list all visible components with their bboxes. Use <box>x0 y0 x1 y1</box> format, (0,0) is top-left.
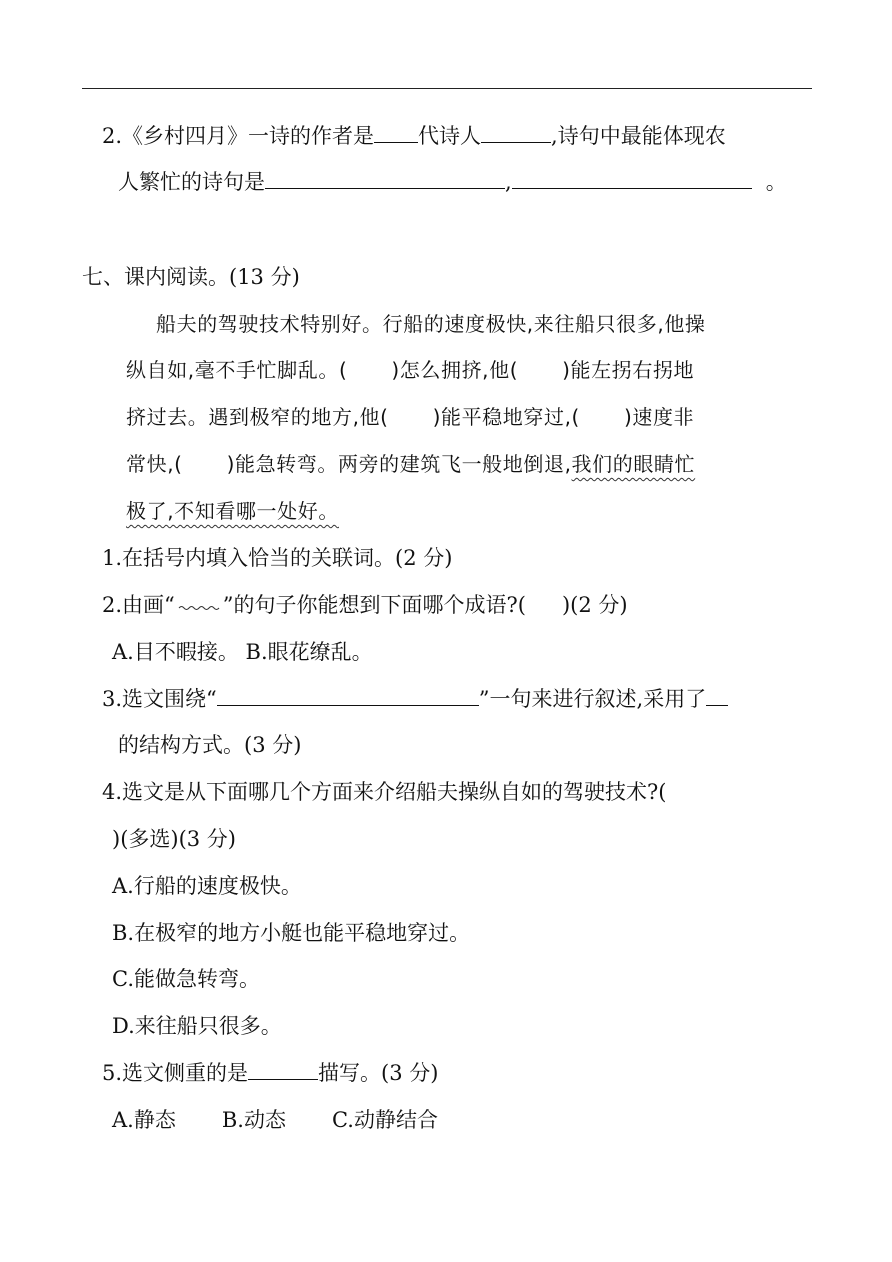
q7-3-text: 3.选文围绕“ <box>102 687 217 711</box>
wavy-line-sample-icon <box>175 600 223 612</box>
q7-4: 4.选文是从下面哪几个方面来介绍船夫操纵自如的驾驶技术?( <box>102 780 667 804</box>
passage-text: )怎么拥挤,他( <box>391 358 519 382</box>
comma: , <box>505 170 512 194</box>
q7-2-text: 2.由画“ <box>102 593 175 617</box>
passage-line-3 <box>126 402 694 432</box>
verse-blank-2[interactable] <box>512 187 752 189</box>
q7-5-options <box>112 1105 438 1135</box>
q7-3 <box>102 684 728 714</box>
q7-5-option-a: A.静态 <box>112 1108 176 1132</box>
section-heading: 七、课内阅读。(13 分) <box>82 265 300 289</box>
verse-blank-1[interactable] <box>265 187 505 189</box>
passage-line-1: 船夫的驾驶技术特别好。行船的速度极快,来往船只很多,他操 <box>156 312 706 336</box>
q2-poem-line1 <box>102 121 726 151</box>
wavy-underlined-sentence: 我们的眼睛忙 <box>571 452 696 476</box>
q2-poem-text2: 代诗人 <box>418 124 482 148</box>
passage-line-5 <box>126 496 339 526</box>
q7-5-option-b: B.动态 <box>221 1108 286 1132</box>
passage-text: )能左拐右拐地 <box>562 358 695 382</box>
q2-poem-line2-text: 人繁忙的诗句是 <box>118 170 265 194</box>
passage-text: )能平稳地穿过,( <box>432 405 580 429</box>
q7-1: 1.在括号内填入恰当的关联词。(2 分) <box>102 546 453 570</box>
top-rule <box>82 88 812 89</box>
q7-4-option-b: B.在极窄的地方小艇也能平稳地穿过。 <box>112 921 471 945</box>
passage-line-4 <box>126 449 695 479</box>
q7-2-options: A.目不暇接。 B.眼花缭乱。 <box>112 640 373 664</box>
q7-5 <box>102 1058 438 1088</box>
q7-3-structure-blank[interactable] <box>706 704 728 706</box>
q7-4-option-c: C.能做急转弯。 <box>112 967 260 991</box>
poet-blank[interactable] <box>481 141 551 143</box>
q7-3-sentence-blank[interactable] <box>217 704 479 706</box>
q7-4-option-d: D.来往船只很多。 <box>112 1014 282 1038</box>
passage-line-2 <box>126 355 694 385</box>
q7-4-option-a: A.行船的速度极快。 <box>112 874 302 898</box>
q7-5-text: 5.选文侧重的是 <box>102 1061 249 1085</box>
q2-poem-text3: ,诗句中最能体现农 <box>551 124 726 148</box>
q7-3-text2: ”一句来进行叙述,采用了 <box>478 687 707 711</box>
period: 。 <box>765 170 787 194</box>
q7-2-text2: ”的句子你能想到下面哪个成语?( <box>222 593 526 617</box>
q7-5-option-c: C.动静结合 <box>331 1108 438 1132</box>
q7-2 <box>102 590 628 620</box>
q2-poem-line2 <box>118 167 787 197</box>
passage-text: 挤过去。遇到极窄的地方,他( <box>126 405 389 429</box>
q2-poem-text: 2.《乡村四月》一诗的作者是 <box>102 124 375 148</box>
q7-2-text3: )(2 分) <box>561 593 628 617</box>
q7-4-line2: )(多选)(3 分) <box>112 827 237 851</box>
q7-5-blank[interactable] <box>248 1078 318 1080</box>
wavy-underlined-sentence: 极了,不知看哪一处好。 <box>126 499 339 523</box>
passage-text: 纵自如,毫不手忙脚乱。( <box>126 358 348 382</box>
q7-3-line2: 的结构方式。(3 分) <box>118 733 302 757</box>
q7-5-text2: 描写。(3 分) <box>318 1061 439 1085</box>
passage-text: 常快,( <box>126 452 183 476</box>
passage-text: )速度非 <box>623 405 695 429</box>
passage-text: )能急转弯。两旁的建筑飞一般地倒退, <box>226 452 572 476</box>
dynasty-blank[interactable] <box>374 141 418 143</box>
